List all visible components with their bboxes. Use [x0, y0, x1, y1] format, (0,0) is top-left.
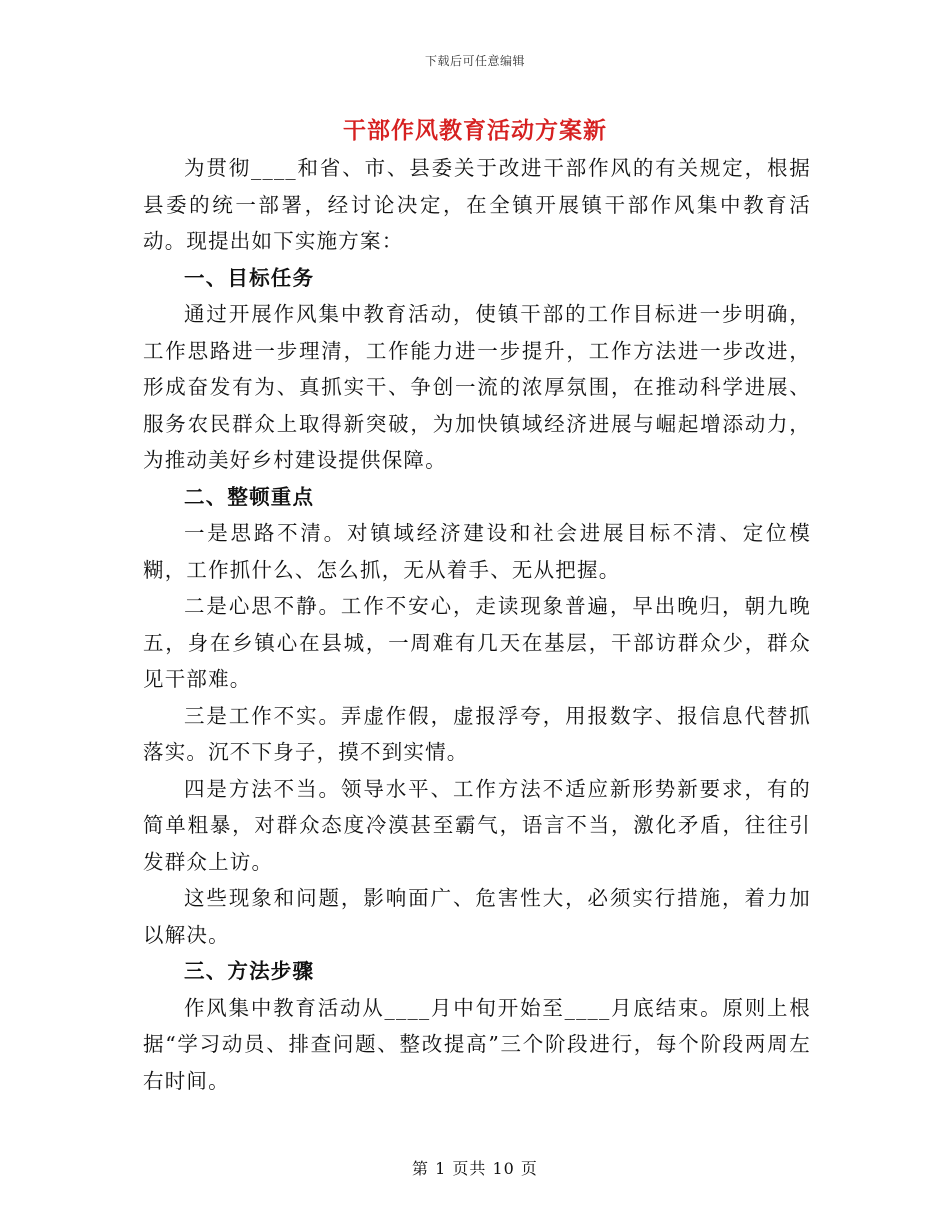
paragraph: 三是工作不实。弄虚作假，虚报浮夸，用报数字、报信息代替抓落实。沉不下身子，摸不到实情。 — [143, 703, 811, 764]
section-heading-goals: 一、目标任务 — [184, 265, 315, 290]
paragraph: 作风集中教育活动从____月中旬开始至____月底结束。原则上根据“学习动员、排查问题、整改提高”三个阶段进行，每个阶段两周左右时间。 — [143, 995, 811, 1093]
paragraph: 一是思路不清。对镇域经济建设和社会进展目标不清、定位模糊，工作抓什么、怎么抓，无从着手、无从把握。 — [143, 521, 811, 582]
paragraph: 二是心思不静。工作不安心，走读现象普遍，早出晚归，朝九晚五，身在乡镇心在县城，一周难有几天在基层，干部访群众少，群众见干部难。 — [143, 594, 811, 691]
intro-paragraph: 为贯彻____和省、市、县委关于改进干部作风的有关规定，根据县委的统一部署，经讨论决定，在全镇开展镇干部作风集中教育活动。现提出如下实施方案： — [143, 156, 811, 253]
page-footer: 第 1 页共 10 页 — [412, 1159, 538, 1178]
paragraph: 通过开展作风集中教育活动，使镇干部的工作目标进一步明确，工作思路进一步理清，工作能力进一步提升，工作方法进一步改进，形成奋发有为、真抓实干、争创一流的浓厚氛围，在推动科学进展、服务农民群众上取得新突破，为加快镇域经济进展与崛起增添动力，为推动美好乡村建设提供保障。 — [143, 302, 811, 472]
section-heading-rectification: 二、整顿重点 — [184, 484, 315, 509]
paragraph: 这些现象和问题，影响面广、危害性大，必须实行措施，着力加以解决。 — [143, 886, 811, 947]
document-title: 干部作风教育活动方案新 — [343, 117, 607, 144]
document-body — [143, 150, 811, 1099]
section-heading-steps: 三、方法步骤 — [184, 959, 315, 983]
header-note: 下载后可任意编辑 — [424, 54, 525, 68]
paragraph: 四是方法不当。领导水平、工作方法不适应新形势新要求，有的简单粗暴，对群众态度冷漠甚至霸气，语言不当，激化矛盾，往往引发群众上访。 — [143, 776, 811, 874]
